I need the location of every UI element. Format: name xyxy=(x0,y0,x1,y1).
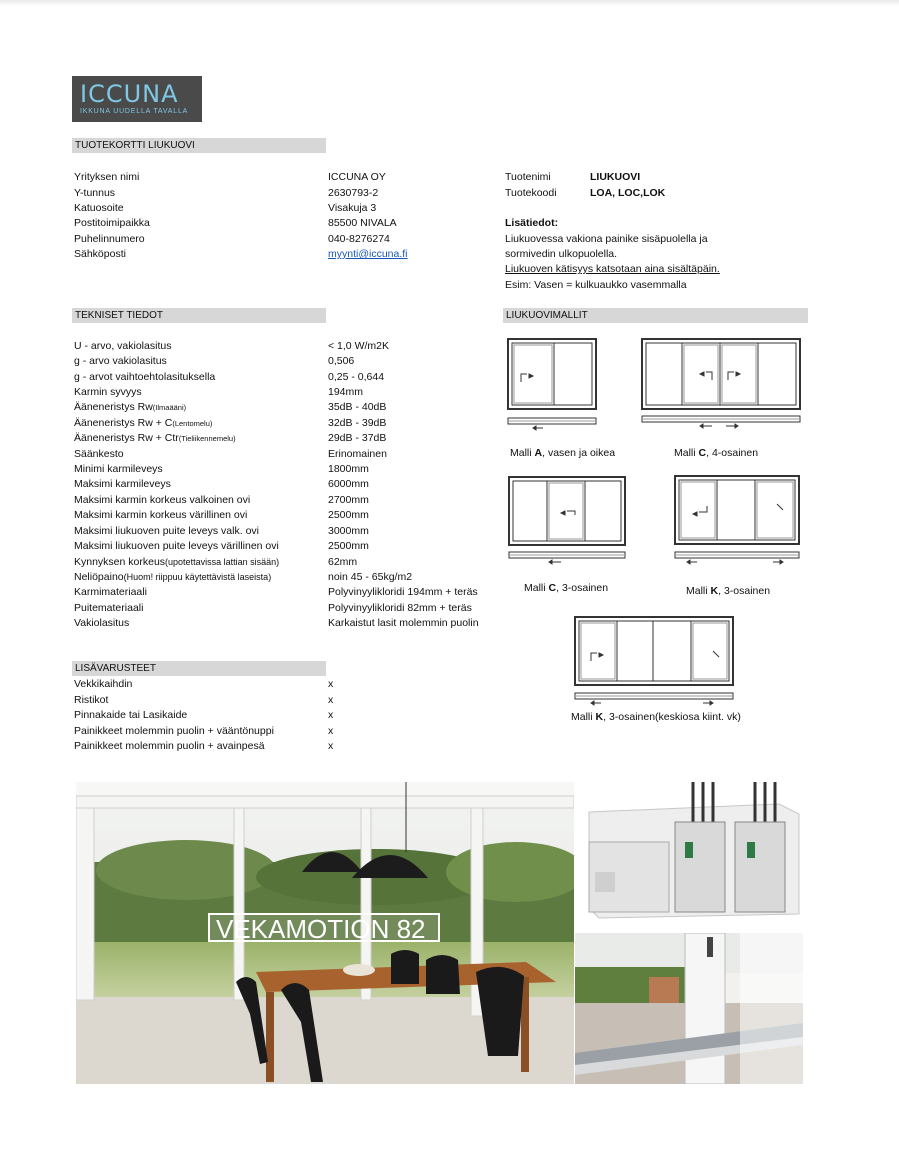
profile-section xyxy=(575,782,803,922)
tech-value: 3000mm xyxy=(328,525,369,537)
tech-value: Karkaistut lasit molemmin puolin xyxy=(328,617,479,629)
accessory-label: Pinnakaide tai Lasikaide xyxy=(74,709,188,721)
tech-value: 2700mm xyxy=(328,494,369,506)
company-value: 85500 NIVALA xyxy=(328,217,397,229)
tech-label: g - arvot vaihtoehtolasituksella xyxy=(74,371,216,383)
interior-scene xyxy=(76,782,574,1084)
section-technical: TEKNISET TIEDOT xyxy=(72,308,326,323)
logo-slogan: IKKUNA UUDELLA TAVALLA xyxy=(80,108,189,115)
tech-label: U - arvo, vakiolasitus xyxy=(74,340,172,352)
tech-label: Karmin syvyys xyxy=(74,386,142,398)
tech-label: Maksimi liukuoven puite leveys värillinen ovi xyxy=(74,540,279,552)
info-line: Esim: Vasen = kulkuaukko vasemmalla xyxy=(505,279,687,291)
tech-value: 0,506 xyxy=(328,355,355,367)
interior-photo xyxy=(76,782,574,1084)
company-logo xyxy=(72,76,202,122)
accessory-mark: x xyxy=(328,694,334,706)
profile-photo xyxy=(575,782,803,922)
accessory-mark: x xyxy=(328,678,334,690)
tech-label: Neliöpaino(Huom! riippuu käytettävistä laseista) xyxy=(74,571,272,583)
tech-value: 62mm xyxy=(328,556,358,568)
accessory-mark: x xyxy=(328,709,334,721)
product-name-label: Tuotenimi xyxy=(505,171,551,183)
model-k3-fixed-caption: Malli K, 3-osainen(keskiosa kiint. vk) xyxy=(571,711,741,723)
tech-label: Minimi karmileveys xyxy=(74,463,163,475)
company-label: Postitoimipaikka xyxy=(74,217,150,229)
tech-label: Maksimi karmin korkeus värillinen ovi xyxy=(74,509,248,521)
tech-label: Maksimi karmileveys xyxy=(74,478,171,490)
company-value: 040-8276274 xyxy=(328,233,390,245)
company-label: Y-tunnus xyxy=(74,187,116,199)
tech-label: Säänkesto xyxy=(74,448,124,460)
company-label: Sähköposti xyxy=(74,248,126,260)
model-c3-diagram xyxy=(507,475,627,567)
tech-value: noin 45 - 65kg/m2 xyxy=(328,571,413,583)
tech-label: g - arvo vakiolasitus xyxy=(74,355,167,367)
accessory-label: Painikkeet molemmin puolin + vääntönuppi xyxy=(74,725,274,737)
tech-value: 194mm xyxy=(328,386,364,398)
tech-label: Karmimateriaali xyxy=(74,586,147,598)
section-accessories: LISÄVARUSTEET xyxy=(72,661,326,676)
company-label: Yrityksen nimi xyxy=(74,171,140,183)
tech-value: 0,25 - 0,644 xyxy=(328,371,385,383)
tech-value: Erinomainen xyxy=(328,448,387,460)
tech-label: Ääneneristys Rw + C(Lentomelu) xyxy=(74,417,213,429)
tech-value: 29dB - 37dB xyxy=(328,432,387,444)
product-code-label: Tuotekoodi xyxy=(505,187,557,199)
accessory-label: Painikkeet molemmin puolin + avainpesä xyxy=(74,740,265,752)
tech-value: 2500mm xyxy=(328,509,369,521)
company-value: Visakuja 3 xyxy=(328,202,377,214)
tech-value: 1800mm xyxy=(328,463,369,475)
model-c3-caption: Malli C, 3-osainen xyxy=(524,582,609,594)
model-a-caption: Malli A, vasen ja oikea xyxy=(510,447,616,459)
model-c4-caption: Malli C, 4-osainen xyxy=(674,447,759,459)
company-label: Puhelinnumero xyxy=(74,233,145,245)
tech-label: Kynnyksen korkeus(upotettavissa lattian sisään) xyxy=(74,556,280,568)
section-product-card: TUOTEKORTTI LIUKUOVI xyxy=(72,138,326,153)
tech-label: Maksimi karmin korkeus valkoinen ovi xyxy=(74,494,251,506)
email-link[interactable]: myynti@iccuna.fi xyxy=(328,248,408,260)
tech-label: Maksimi liukuoven puite leveys valk. ovi xyxy=(74,525,259,537)
info-title: Lisätiedot: xyxy=(505,217,559,229)
info-line: sormivedin ulkopuolella. xyxy=(505,248,618,260)
page-top-shadow xyxy=(0,0,899,6)
tech-value: < 1,0 W/m2K xyxy=(328,340,389,352)
model-k3-diagram xyxy=(673,474,803,566)
model-k3-caption: Malli K, 3-osainen xyxy=(686,585,771,597)
tech-value: 2500mm xyxy=(328,540,369,552)
tech-label: Ääneneristys Rw(Ilmaääni) xyxy=(74,401,187,413)
tech-label: Ääneneristys Rw + Ctr(Tieliikennemelu) xyxy=(74,432,236,444)
model-c4-diagram xyxy=(640,336,810,431)
company-label: Katuosoite xyxy=(74,202,124,214)
tech-value: Polyvinyylikloridi 82mm + teräs xyxy=(328,602,472,614)
tech-value: Polyvinyylikloridi 194mm + teräs xyxy=(328,586,478,598)
accessory-label: Ristikot xyxy=(74,694,109,706)
model-k3-fixed-diagram xyxy=(573,615,737,707)
accessory-label: Vekkikaihdin xyxy=(74,678,133,690)
model-a-diagram xyxy=(505,336,600,431)
tech-value: 6000mm xyxy=(328,478,369,490)
company-value: ICCUNA OY xyxy=(328,171,386,183)
photo-caption: VEKAMOTION 82 xyxy=(216,914,426,944)
company-value: 2630793-2 xyxy=(328,187,379,199)
accessory-mark: x xyxy=(328,725,334,737)
tech-label: Puitemateriaali xyxy=(74,602,144,614)
section-models: LIUKUOVIMALLIT xyxy=(503,308,808,323)
accessory-mark: x xyxy=(328,740,334,752)
product-name-value: LIUKUOVI xyxy=(590,171,641,183)
product-code-value: LOA, LOC,LOK xyxy=(590,187,666,199)
info-line: Liukuovessa vakiona painike sisäpuolella ja xyxy=(505,233,708,245)
tech-label: Vakiolasitus xyxy=(74,617,130,629)
tech-value: 32dB - 39dB xyxy=(328,417,387,429)
tech-value: 35dB - 40dB xyxy=(328,401,387,413)
door-detail xyxy=(575,933,803,1084)
info-line: Liukuoven kätisyys katsotaan aina sisältäpäin. xyxy=(505,263,720,275)
detail-photo xyxy=(575,933,803,1084)
logo-wordmark: ICCUNA xyxy=(80,80,179,108)
